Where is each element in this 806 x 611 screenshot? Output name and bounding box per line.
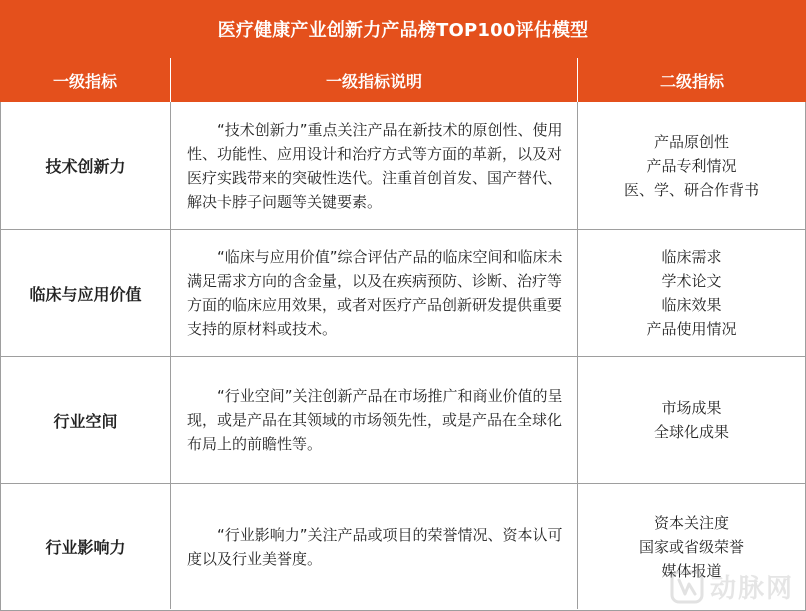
level2-item: 临床效果 [661, 296, 722, 314]
table-row [1, 483, 805, 609]
level2-item: 国家或省级荣誉 [638, 537, 744, 556]
level1-description [171, 230, 578, 356]
level2-list [578, 230, 805, 356]
table-title: 医疗健康产业创新力产品榜TOP100评估模型 [0, 0, 806, 58]
level1-description [171, 357, 578, 483]
header-level2: 二级指标 [578, 58, 806, 102]
level2-list [578, 484, 805, 609]
level1-name: 临床与应用价值 [1, 230, 171, 356]
table-header-row [0, 58, 806, 102]
level1-name: 技术创新力 [1, 102, 171, 229]
table-row [1, 102, 805, 229]
level2-item: 市场成果 [661, 399, 722, 417]
level2-item: 全球化成果 [653, 423, 729, 441]
level1-description [171, 102, 578, 229]
level2-item: 学术论文 [661, 272, 722, 290]
level2-item: 产品原创性 [653, 132, 729, 151]
level2-item: 资本关注度 [653, 513, 729, 532]
level2-item: 医、学、研合作背书 [623, 180, 759, 199]
watermark-text: 动脉网 [709, 574, 794, 604]
table-body [0, 102, 806, 611]
table-row [1, 356, 805, 483]
level2-item: 媒体报道 [661, 561, 722, 580]
level1-name: 行业影响力 [1, 484, 171, 609]
description-text: “行业空间”关注创新产品在市场推广和商业价值的呈现，或是产品在其领域的市场领先性，或是产品在全球化布局上的前瞻性等。 [187, 387, 563, 453]
description-text: “技术创新力”重点关注产品在新技术的原创性、使用性、功能性、应用设计和治疗方式等方面的革新，以及对医疗实践带来的突破性迭代。注重首创首发、国产替代、解决卡脖子问题等关键要素。 [187, 120, 563, 211]
description-text: “临床与应用价值”综合评估产品的临床空间和临床未满足需求方向的含金量，以及在疾病预防、诊断、治疗等方面的临床应用效果，或者对医疗产品创新研发提供重要支持的原材料或技术。 [187, 248, 563, 338]
level2-item: 产品使用情况 [646, 320, 737, 338]
level2-item: 产品专利情况 [646, 156, 737, 175]
level2-list [578, 102, 805, 229]
description-text: “行业影响力”关注产品或项目的荣誉情况、资本认可度以及行业美誉度。 [187, 525, 563, 568]
level1-description [171, 484, 578, 609]
table-row [1, 229, 805, 356]
level1-name: 行业空间 [1, 357, 171, 483]
level2-list [578, 357, 805, 483]
level2-item: 临床需求 [661, 248, 722, 266]
header-level1: 一级指标 [0, 58, 171, 102]
header-level1-desc: 一级指标说明 [171, 58, 578, 102]
